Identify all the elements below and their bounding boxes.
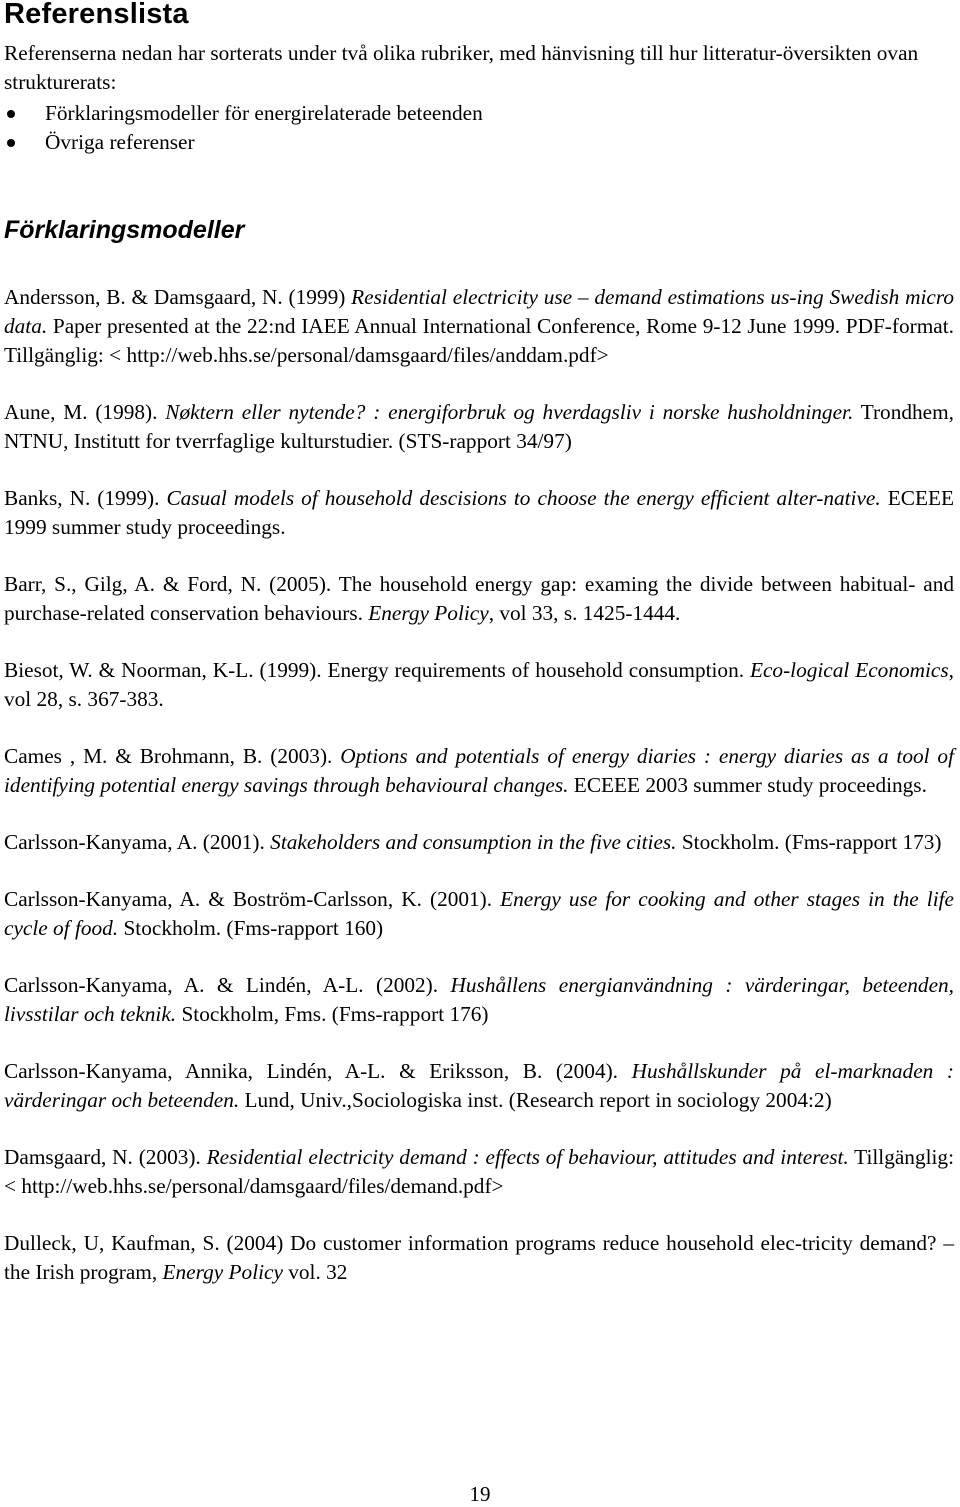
bullet-item	[4, 99, 483, 128]
ref-text: Stockholm. (Fms-rapport 160)	[118, 916, 384, 940]
reference-entry	[4, 283, 954, 370]
ref-text: Damsgaard, N. (2003).	[4, 1145, 207, 1169]
bullet-item	[4, 128, 483, 157]
ref-title: Stakeholders and consumption in the five cities.	[270, 830, 677, 854]
ref-text: ECEEE 2003 summer study proceedings.	[568, 773, 927, 797]
reference-entry	[4, 971, 954, 1029]
ref-title: Residential electricity demand : effects of behaviour, attitudes and interest.	[206, 1145, 849, 1169]
ref-text: vol. 32	[282, 1260, 348, 1284]
ref-title: Residential electricity use – demand estimations us-ing Swedish micro data.	[4, 285, 954, 338]
intro-paragraph: Referenserna nedan har sorterats under två olika rubriker, med hänvisning till hur litteratur-översikten ovan strukturerats:	[4, 41, 919, 94]
reference-entry	[4, 828, 954, 857]
reference-entry	[4, 1057, 954, 1115]
bullet-text: Övriga referenser	[45, 130, 195, 154]
ref-text: Carlsson-Kanyama, Annika, Lindén, A-L. & Eriksson, B. (2004).	[4, 1059, 632, 1083]
bullet-icon	[7, 139, 15, 147]
reference-entry	[4, 570, 954, 628]
section-title: Förklaringsmodeller	[4, 216, 245, 244]
ref-text: ECEEE 1999 summer study proceedings.	[4, 486, 954, 539]
reference-entry	[4, 1143, 954, 1201]
ref-text: Carlsson-Kanyama, A. & Lindén, A-L. (2002).	[4, 973, 451, 997]
ref-title: Nøktern eller nytende? : energiforbruk og hverdagsliv i norske husholdninger.	[165, 400, 854, 424]
page-number: 19	[469, 1482, 491, 1506]
reference-entry	[4, 656, 954, 714]
reference-entry	[4, 398, 954, 456]
reference-entry	[4, 484, 954, 542]
ref-text: Andersson, B. & Damsgaard, N. (1999)	[4, 285, 352, 309]
reference-entry	[4, 885, 954, 943]
ref-text: Trondhem, NTNU, Institutt for tverrfaglige kulturstudier. (STS-rapport 34/97)	[4, 400, 954, 453]
ref-title: Energy use for cooking and other stages in the life cycle of food.	[4, 887, 954, 940]
reference-entry	[4, 1229, 954, 1287]
ref-text: Biesot, W. & Noorman, K-L. (1999). Energy requirements of household consumption.	[4, 658, 750, 682]
bullet-text: Förklaringsmodeller för energirelaterade beteenden	[45, 101, 483, 125]
ref-text: Stockholm, Fms. (Fms-rapport 176)	[176, 1002, 489, 1026]
ref-title: Hushållens energianvändning : värderingar, beteenden, livsstilar och teknik.	[4, 973, 954, 1026]
ref-title: Eco-logical Economics	[749, 658, 949, 682]
ref-text: Aune, M. (1998).	[4, 400, 166, 424]
bullet-list	[4, 99, 483, 157]
ref-text: Dulleck, U, Kaufman, S. (2004) Do customer information programs reduce household elec-tricity demand? – the Irish program,	[4, 1231, 954, 1284]
ref-title: Energy Policy	[368, 601, 489, 625]
ref-title: Energy Policy	[162, 1260, 283, 1284]
bullet-icon	[7, 110, 15, 118]
ref-text: Barr, S., Gilg, A. & Ford, N. (2005). The household energy gap: examing the divide between habitual- and purchase-related conservation behaviours.	[4, 572, 954, 625]
ref-text: Carlsson-Kanyama, A. (2001).	[4, 830, 271, 854]
ref-title: Hushållskunder på el-marknaden : värderingar och beteenden.	[4, 1059, 954, 1112]
ref-text: Lund, Univ.,Sociologiska inst. (Research report in sociology 2004:2)	[239, 1088, 832, 1112]
ref-title: Casual models of household descisions to choose the energy efficient alter-native.	[166, 486, 881, 510]
ref-title: Options and potentials of energy diaries : energy diaries as a tool of identifying potential energy savings through behavioural changes.	[4, 744, 954, 797]
ref-text: , vol 33, s. 1425-1444.	[488, 601, 681, 625]
ref-text: Carlsson-Kanyama, A. & Boström-Carlsson, K. (2001).	[4, 887, 501, 911]
ref-text: , vol 28, s. 367-383.	[4, 658, 954, 711]
reference-entry	[4, 742, 954, 800]
page-heading: Referenslista	[4, 0, 189, 30]
ref-text: Tillgänglig: < http://web.hhs.se/personal/damsgaard/files/demand.pdf>	[4, 1145, 954, 1198]
ref-text: Banks, N. (1999).	[4, 486, 167, 510]
reference-list	[4, 283, 954, 1315]
ref-text: Cames , M. & Brohmann, B. (2003).	[4, 744, 341, 768]
ref-text: Paper presented at the 22:nd IAEE Annual International Conference, Rome 9-12 June 1999. PDF-format. Tillgänglig: < http://web.hhs.se/personal/damsgaard/files/anddam.pdf>	[4, 314, 954, 367]
ref-text: Stockholm. (Fms-rapport 173)	[676, 830, 942, 854]
